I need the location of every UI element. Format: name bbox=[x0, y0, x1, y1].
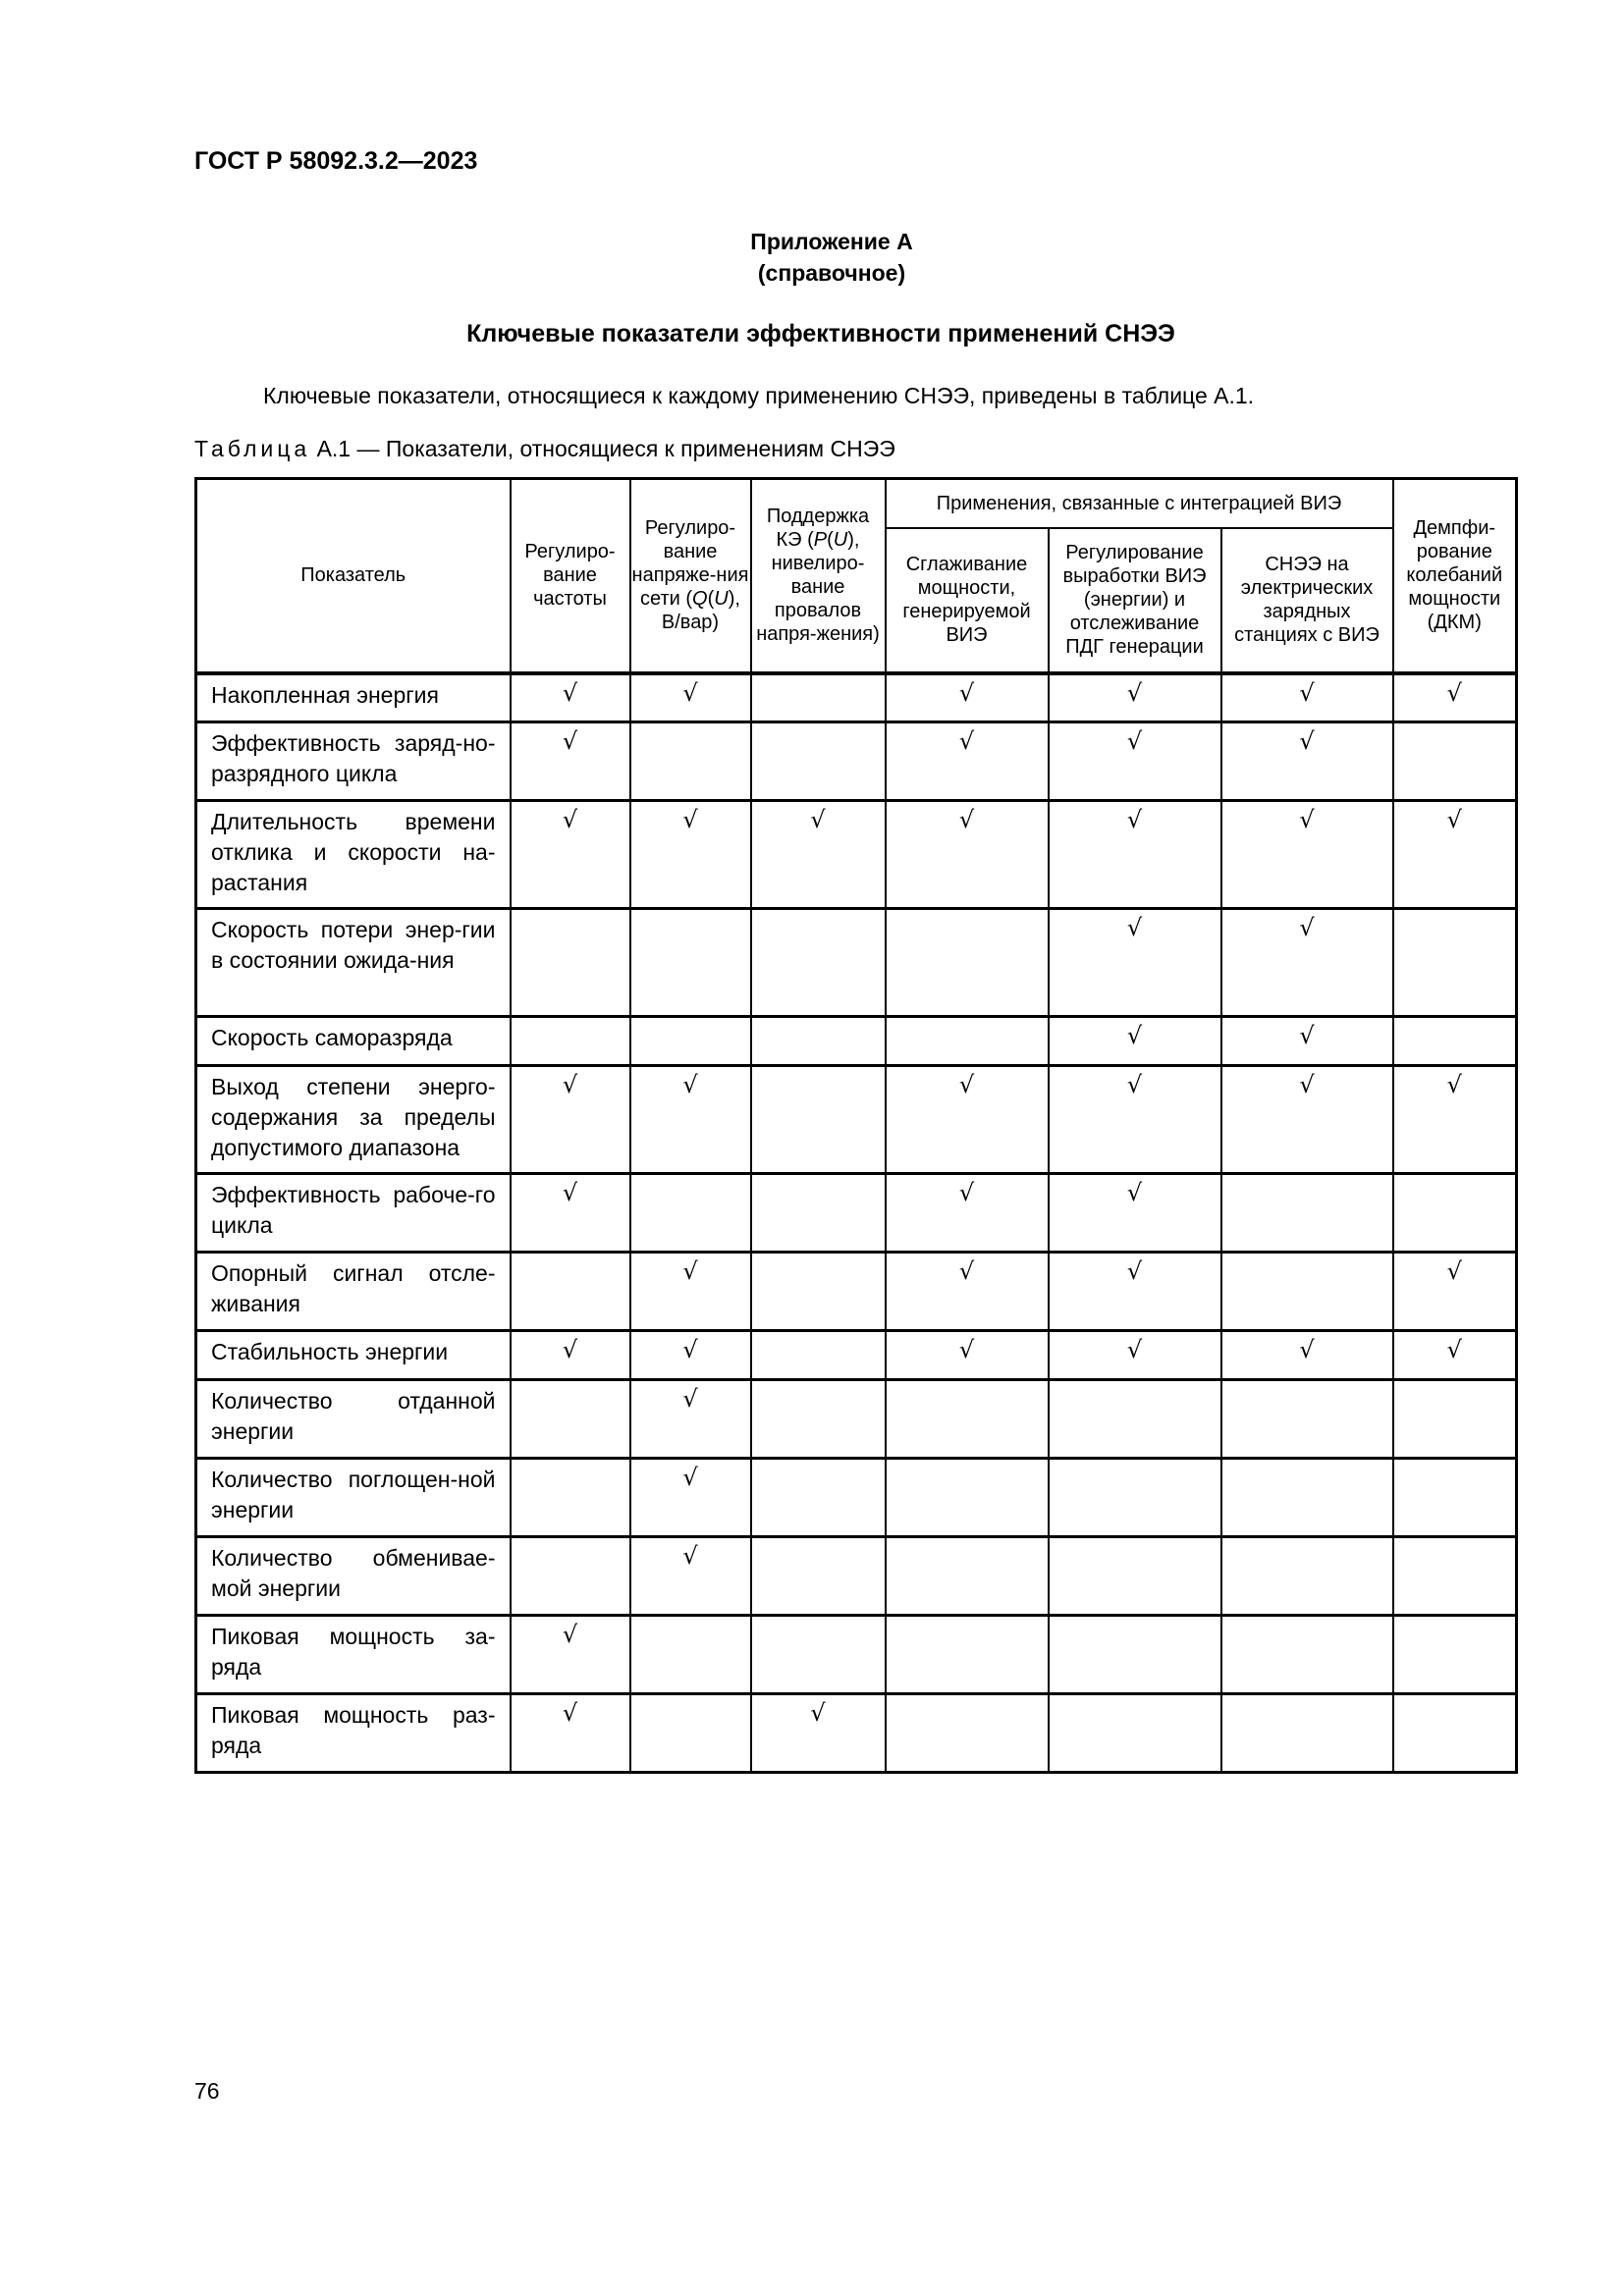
check-mark-cell: √ bbox=[511, 1066, 630, 1174]
check-mark-cell bbox=[751, 1253, 886, 1331]
header-charging-stations: СНЭЭ на электрических зарядных станциях с ВИЭ bbox=[1221, 528, 1393, 673]
check-mark-cell: √ bbox=[1049, 909, 1221, 1017]
check-mark-cell bbox=[751, 722, 886, 801]
check-mark-cell: √ bbox=[1049, 673, 1221, 722]
check-mark-cell bbox=[630, 909, 751, 1017]
table-caption bbox=[194, 436, 895, 462]
header-pq-post: ), нивелиро-вание провалов напря-жения) bbox=[756, 529, 880, 646]
check-mark-cell: √ bbox=[1221, 1066, 1393, 1174]
check-mark-cell: √ bbox=[1049, 1017, 1221, 1066]
check-mark-cell: √ bbox=[886, 801, 1049, 909]
check-mark-cell: √ bbox=[630, 673, 751, 722]
check-mark-cell bbox=[630, 1174, 751, 1253]
header-power-quality bbox=[751, 479, 886, 673]
row-indicator-label: Количество отданной энергии bbox=[196, 1380, 511, 1459]
check-mark-cell bbox=[630, 1616, 751, 1694]
check-mark-cell: √ bbox=[886, 1066, 1049, 1174]
check-mark-cell: √ bbox=[511, 1694, 630, 1773]
check-mark-cell bbox=[511, 1380, 630, 1459]
header-pq-u: U bbox=[833, 529, 848, 552]
check-mark-cell bbox=[886, 1017, 1049, 1066]
check-mark-cell: √ bbox=[511, 1174, 630, 1253]
row-indicator-label: Пиковая мощность за-ряда bbox=[196, 1616, 511, 1694]
header-pq-p: P bbox=[813, 529, 828, 552]
check-mark-cell bbox=[1049, 1459, 1221, 1537]
check-mark-cell: √ bbox=[1393, 673, 1517, 722]
table-row bbox=[196, 722, 1517, 801]
check-mark-cell bbox=[751, 1459, 886, 1537]
check-mark-cell bbox=[1049, 1694, 1221, 1773]
check-mark-cell: √ bbox=[511, 801, 630, 909]
check-mark-cell: √ bbox=[1393, 1066, 1517, 1174]
table-row bbox=[196, 1017, 1517, 1066]
row-indicator-label: Скорость потери энер-гии в состоянии ожида-ния bbox=[196, 909, 511, 1017]
table-row bbox=[196, 1694, 1517, 1773]
check-mark-cell bbox=[630, 1694, 751, 1773]
check-mark-cell: √ bbox=[630, 801, 751, 909]
check-mark-cell bbox=[886, 1616, 1049, 1694]
check-mark-cell bbox=[1221, 1694, 1393, 1773]
check-mark-cell: √ bbox=[1221, 801, 1393, 909]
check-mark-cell: √ bbox=[1049, 722, 1221, 801]
check-mark-cell: √ bbox=[1221, 1017, 1393, 1066]
header-res-integration-group: Применения, связанные с интеграцией ВИЭ bbox=[886, 479, 1393, 528]
header-pq-open: ( bbox=[827, 529, 834, 552]
check-mark-cell bbox=[751, 673, 886, 722]
check-mark-cell bbox=[1049, 1616, 1221, 1694]
table-row bbox=[196, 801, 1517, 909]
header-frequency-regulation: Регулиро-вание частоты bbox=[511, 479, 630, 673]
check-mark-cell bbox=[1393, 1694, 1517, 1773]
check-mark-cell: √ bbox=[1393, 801, 1517, 909]
check-mark-cell bbox=[1393, 1459, 1517, 1537]
check-mark-cell bbox=[511, 1537, 630, 1616]
header-pq-pre: Поддержка КЭ ( bbox=[766, 506, 870, 552]
check-mark-cell: √ bbox=[886, 1331, 1049, 1380]
check-mark-cell: √ bbox=[630, 1537, 751, 1616]
check-mark-cell: √ bbox=[886, 1174, 1049, 1253]
header-voltage-regulation bbox=[630, 479, 751, 673]
check-mark-cell: √ bbox=[630, 1066, 751, 1174]
check-mark-cell: √ bbox=[1049, 1331, 1221, 1380]
row-indicator-label: Опорный сигнал отсле-живания bbox=[196, 1253, 511, 1331]
table-row bbox=[196, 1066, 1517, 1174]
annex-title bbox=[0, 226, 1624, 289]
table-row bbox=[196, 1459, 1517, 1537]
header-smoothing: Сглаживание мощности, генерируемой ВИЭ bbox=[886, 528, 1049, 673]
check-mark-cell: √ bbox=[511, 722, 630, 801]
check-mark-cell bbox=[886, 1459, 1049, 1537]
table-caption-prefix: Таблица bbox=[194, 436, 311, 461]
check-mark-cell bbox=[511, 909, 630, 1017]
header-voltage-q: Q bbox=[692, 588, 708, 611]
table-row bbox=[196, 1174, 1517, 1253]
check-mark-cell bbox=[1221, 1174, 1393, 1253]
row-indicator-label: Выход степени энерго-содержания за пределы допустимого диапазона bbox=[196, 1066, 511, 1174]
check-mark-cell bbox=[886, 909, 1049, 1017]
check-mark-cell: √ bbox=[1221, 722, 1393, 801]
table-row bbox=[196, 1380, 1517, 1459]
check-mark-cell bbox=[751, 1331, 886, 1380]
check-mark-cell bbox=[1221, 1380, 1393, 1459]
row-indicator-label: Пиковая мощность раз-ряда bbox=[196, 1694, 511, 1773]
annex-type: (справочное) bbox=[757, 260, 906, 286]
document-code: ГОСТ Р 58092.3.2—2023 bbox=[194, 147, 478, 175]
check-mark-cell: √ bbox=[886, 673, 1049, 722]
check-mark-cell bbox=[1393, 1616, 1517, 1694]
header-voltage-pre: Регулиро-вание напряже-ния сети ( bbox=[631, 517, 749, 611]
table-row bbox=[196, 1331, 1517, 1380]
row-indicator-label: Количество обменивае-мой энергии bbox=[196, 1537, 511, 1616]
row-indicator-label: Скорость саморазряда bbox=[196, 1017, 511, 1066]
check-mark-cell: √ bbox=[1393, 1253, 1517, 1331]
check-mark-cell: √ bbox=[751, 1694, 886, 1773]
annex-label: Приложение А bbox=[750, 229, 913, 254]
table-row bbox=[196, 909, 1517, 1017]
check-mark-cell: √ bbox=[1049, 1066, 1221, 1174]
row-indicator-label: Эффективность рабоче-го цикла bbox=[196, 1174, 511, 1253]
header-voltage-open: ( bbox=[707, 588, 715, 611]
check-mark-cell bbox=[1393, 1537, 1517, 1616]
check-mark-cell bbox=[511, 1459, 630, 1537]
section-title: Ключевые показатели эффективности применений СНЭЭ bbox=[466, 320, 1175, 347]
row-indicator-label: Длительность времени отклика и скорости на-растания bbox=[196, 801, 511, 909]
check-mark-cell bbox=[1049, 1380, 1221, 1459]
check-mark-cell bbox=[886, 1380, 1049, 1459]
check-mark-cell bbox=[1221, 1537, 1393, 1616]
check-mark-cell bbox=[751, 1174, 886, 1253]
check-mark-cell bbox=[1049, 1537, 1221, 1616]
check-mark-cell bbox=[886, 1537, 1049, 1616]
header-voltage-post: ), В/вар) bbox=[661, 588, 740, 634]
check-mark-cell bbox=[511, 1253, 630, 1331]
check-mark-cell: √ bbox=[751, 801, 886, 909]
intro-paragraph: Ключевые показатели, относящиеся к каждому применению СНЭЭ, приведены в таблице А.1. bbox=[263, 383, 1255, 408]
check-mark-cell: √ bbox=[886, 1253, 1049, 1331]
header-voltage-u: U bbox=[714, 588, 729, 611]
check-mark-cell bbox=[751, 1066, 886, 1174]
row-indicator-label: Эффективность заряд-но-разрядного цикла bbox=[196, 722, 511, 801]
check-mark-cell bbox=[630, 722, 751, 801]
check-mark-cell bbox=[1393, 1017, 1517, 1066]
check-mark-cell bbox=[751, 1537, 886, 1616]
check-mark-cell bbox=[1221, 1616, 1393, 1694]
check-mark-cell bbox=[1221, 1253, 1393, 1331]
check-mark-cell bbox=[886, 1694, 1049, 1773]
row-indicator-label: Стабильность энергии bbox=[196, 1331, 511, 1380]
check-mark-cell bbox=[751, 909, 886, 1017]
header-damping: Демпфи-рование колебаний мощности (ДКМ) bbox=[1393, 479, 1517, 673]
row-indicator-label: Количество поглощен-ной энергии bbox=[196, 1459, 511, 1537]
check-mark-cell: √ bbox=[1049, 1253, 1221, 1331]
table-caption-text: А.1 — Показатели, относящиеся к применениям СНЭЭ bbox=[310, 436, 895, 461]
check-mark-cell bbox=[751, 1616, 886, 1694]
check-mark-cell: √ bbox=[1049, 801, 1221, 909]
check-mark-cell: √ bbox=[1049, 1174, 1221, 1253]
check-mark-cell bbox=[630, 1017, 751, 1066]
check-mark-cell bbox=[1221, 1459, 1393, 1537]
check-mark-cell bbox=[1393, 1380, 1517, 1459]
check-mark-cell bbox=[1393, 909, 1517, 1017]
check-mark-cell: √ bbox=[630, 1331, 751, 1380]
check-mark-cell bbox=[1393, 1174, 1517, 1253]
check-mark-cell: √ bbox=[1221, 673, 1393, 722]
check-mark-cell: √ bbox=[1221, 909, 1393, 1017]
check-mark-cell: √ bbox=[886, 722, 1049, 801]
check-mark-cell: √ bbox=[1393, 1331, 1517, 1380]
header-res-regulation: Регулирование выработки ВИЭ (энергии) и отслеживание ПДГ генерации bbox=[1049, 528, 1221, 673]
check-mark-cell bbox=[1393, 722, 1517, 801]
indicators-table bbox=[194, 477, 1518, 1774]
header-indicator: Показатель bbox=[196, 479, 511, 673]
check-mark-cell: √ bbox=[630, 1459, 751, 1537]
table-row bbox=[196, 673, 1517, 722]
table-row bbox=[196, 1537, 1517, 1616]
table-row bbox=[196, 1616, 1517, 1694]
check-mark-cell bbox=[511, 1017, 630, 1066]
check-mark-cell bbox=[751, 1380, 886, 1459]
check-mark-cell: √ bbox=[630, 1380, 751, 1459]
check-mark-cell bbox=[751, 1017, 886, 1066]
page-number: 76 bbox=[194, 2078, 220, 2104]
check-mark-cell: √ bbox=[1221, 1331, 1393, 1380]
check-mark-cell: √ bbox=[511, 673, 630, 722]
check-mark-cell: √ bbox=[630, 1253, 751, 1331]
row-indicator-label: Накопленная энергия bbox=[196, 673, 511, 722]
table-row bbox=[196, 1253, 1517, 1331]
check-mark-cell: √ bbox=[511, 1331, 630, 1380]
check-mark-cell: √ bbox=[511, 1616, 630, 1694]
